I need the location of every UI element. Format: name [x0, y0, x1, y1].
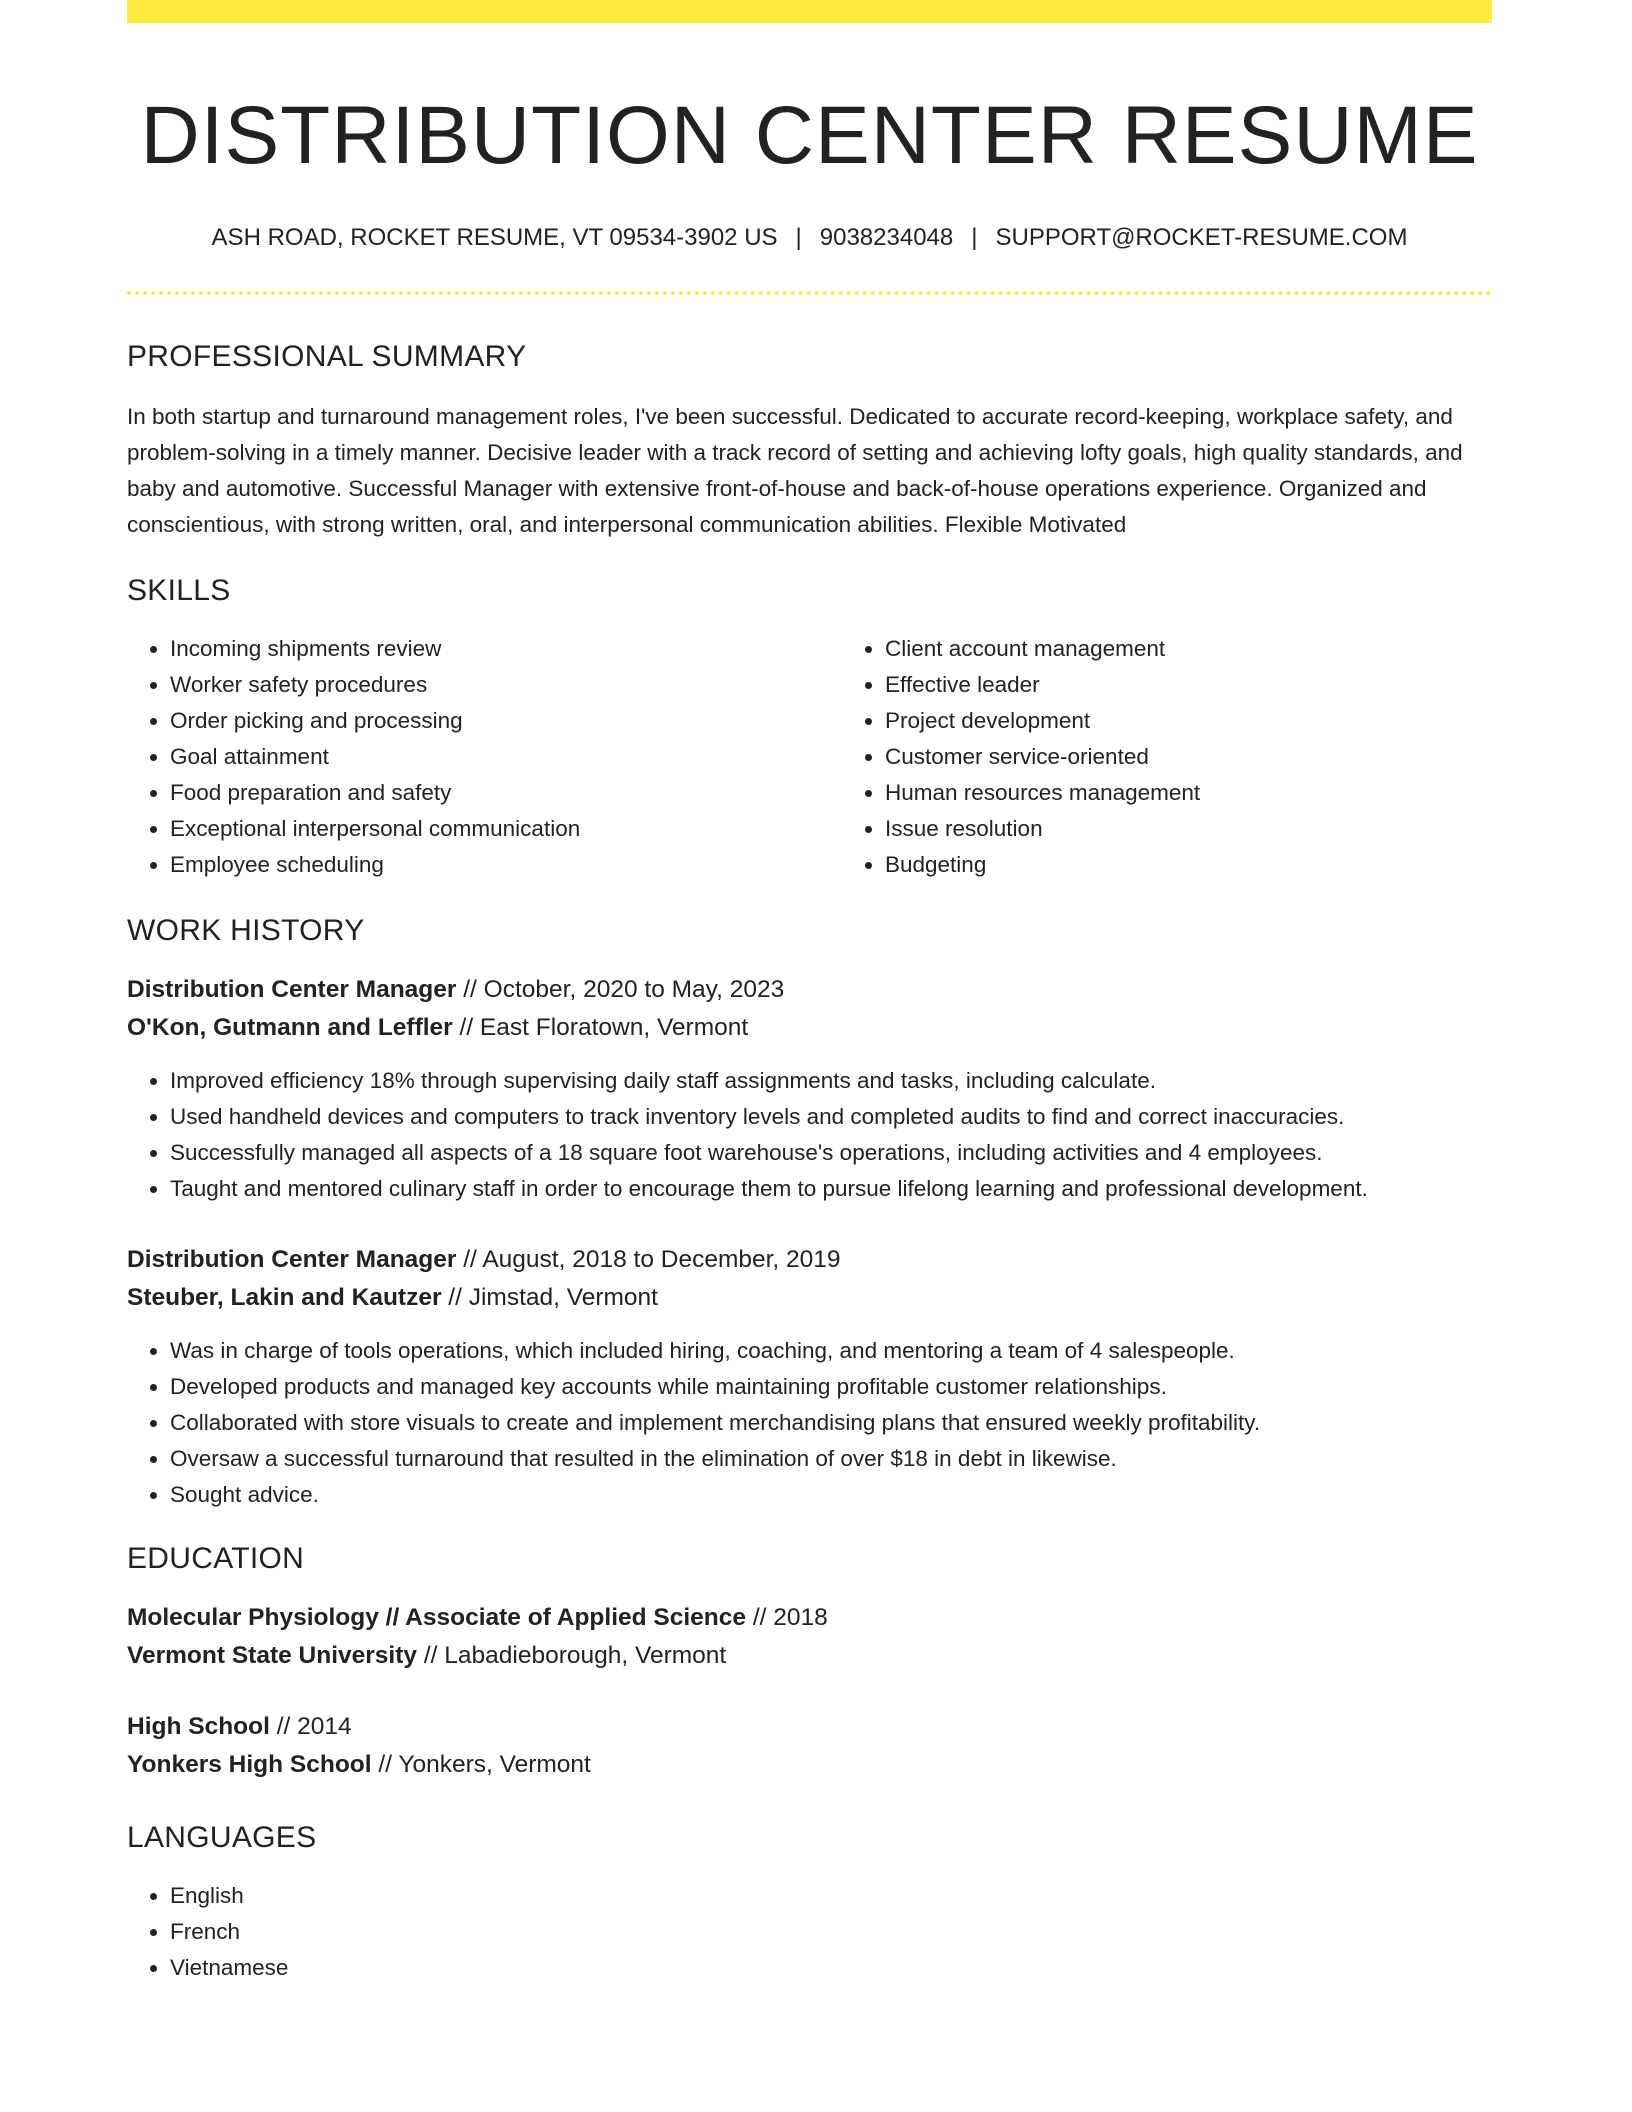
skill-item: • Exceptional interpersonal communication: [170, 811, 842, 847]
resume-page: [127, 0, 1492, 1986]
job-bullet: • Improved efficiency 18% through supervising daily staff assignments and tasks, including calculate.: [170, 1063, 1492, 1099]
skill-item: • Human resources management: [885, 775, 1485, 811]
skills-column-right: [842, 631, 1485, 883]
skill-item: • Budgeting: [885, 847, 1485, 883]
skill-item: • Worker safety procedures: [170, 667, 842, 703]
address: ASH ROAD, ROCKET RESUME, VT 09534-3902 US: [211, 224, 778, 251]
job-role: Distribution Center Manager: [127, 1246, 457, 1273]
skill-item: • Customer service-oriented: [885, 739, 1485, 775]
skill-item: • Client account management: [885, 631, 1485, 667]
job-company-line: [127, 1279, 1492, 1317]
skill-item: • Employee scheduling: [170, 847, 842, 883]
job-company: Steuber, Lakin and Kautzer: [127, 1284, 442, 1311]
job-bullets: [127, 1333, 1492, 1513]
job-role-line: [127, 971, 1492, 1009]
job-role: Distribution Center Manager: [127, 976, 457, 1003]
education-degree-line: [127, 1708, 1492, 1746]
job-location: // East Floratown, Vermont: [452, 1014, 749, 1041]
job-bullet: • Was in charge of tools operations, which included hiring, coaching, and mentoring a team of 4 salespeople.: [170, 1333, 1492, 1369]
summary-text: In both startup and turnaround management roles, I've been successful. Dedicated to accurate record-keeping, workplace safety, and problem-solving in a timely manner. Decisive leader with a track record of setting and achieving lofty goals, high quality standards, and baby and automotive. Successful Manager with extensive front-of-house and back-of-house operations experience. Organized and conscientious, with strong written, oral, and interpersonal communication abilities. Flexible Motivated: [127, 404, 1463, 537]
job-bullet: • Collaborated with store visuals to create and implement merchandising plans that ensured weekly profitability.: [170, 1405, 1492, 1441]
separator: |: [795, 224, 802, 251]
education-school: Yonkers High School: [127, 1751, 372, 1778]
job-bullet: • Taught and mentored culinary staff in order to encourage them to pursue lifelong learning and professional development.: [170, 1171, 1492, 1207]
phone: 9038234048: [819, 224, 954, 251]
education-school-line: [127, 1746, 1492, 1784]
education-degree: High School: [127, 1713, 270, 1740]
job-company: O'Kon, Gutmann and Leffler: [127, 1014, 453, 1041]
section-title-summary: PROFESSIONAL SUMMARY: [127, 340, 527, 373]
education-year: // 2018: [746, 1604, 828, 1631]
education-year: // 2014: [269, 1713, 352, 1740]
skill-item: • Order picking and processing: [170, 703, 842, 739]
contact-line: [127, 223, 1492, 253]
job-company-line: [127, 1009, 1492, 1047]
education-school: Vermont State University: [127, 1642, 418, 1669]
job-bullet: • Used handheld devices and computers to track inventory levels and completed audits to find and correct inaccuracies.: [170, 1099, 1492, 1135]
skill-item: • Food preparation and safety: [170, 775, 842, 811]
job-bullet: • Successfully managed all aspects of a 18 square foot warehouse's operations, including activities and 4 employees.: [170, 1135, 1492, 1171]
skills-list: [127, 631, 1492, 883]
language-item: • Vietnamese: [170, 1950, 1492, 1986]
skills-column-left: [127, 631, 842, 883]
job-dates: // August, 2018 to December, 2019: [456, 1246, 841, 1273]
education-school-line: [127, 1637, 1492, 1675]
top-accent-bar: [127, 0, 1492, 23]
education-entry: [127, 1708, 1492, 1784]
job-entry: [127, 1241, 1492, 1513]
language-item: • English: [170, 1878, 1492, 1914]
languages-list: [127, 1878, 1492, 1986]
education-degree-line: [127, 1599, 1492, 1637]
job-bullets: [127, 1063, 1492, 1207]
skill-item: • Effective leader: [885, 667, 1485, 703]
education-location: // Labadieborough, Vermont: [417, 1642, 727, 1669]
job-bullet: • Oversaw a successful turnaround that resulted in the elimination of over $18 in debt in likewise.: [170, 1441, 1492, 1477]
section-title-work-history: WORK HISTORY: [127, 914, 365, 947]
email: SUPPORT@ROCKET-RESUME.COM: [995, 224, 1408, 251]
section-title-skills: SKILLS: [127, 574, 231, 607]
skill-item: • Incoming shipments review: [170, 631, 842, 667]
job-entry: [127, 971, 1492, 1207]
dotted-divider: [127, 291, 1492, 295]
education-location: // Yonkers, Vermont: [371, 1751, 591, 1778]
job-dates: // October, 2020 to May, 2023: [456, 976, 785, 1003]
resume-title: DISTRIBUTION CENTER RESUME: [140, 90, 1479, 181]
section-title-languages: LANGUAGES: [127, 1821, 317, 1854]
job-location: // Jimstad, Vermont: [441, 1284, 658, 1311]
job-role-line: [127, 1241, 1492, 1279]
skill-item: • Project development: [885, 703, 1485, 739]
language-item: • French: [170, 1914, 1492, 1950]
skill-item: • Issue resolution: [885, 811, 1485, 847]
section-title-education: EDUCATION: [127, 1542, 305, 1575]
education-degree: Molecular Physiology // Associate of Applied Science: [127, 1604, 747, 1631]
skill-item: • Goal attainment: [170, 739, 842, 775]
separator: |: [971, 224, 978, 251]
job-bullet: • Sought advice.: [170, 1477, 1492, 1513]
job-bullet: • Developed products and managed key accounts while maintaining profitable customer relationships.: [170, 1369, 1492, 1405]
education-entry: [127, 1599, 1492, 1675]
